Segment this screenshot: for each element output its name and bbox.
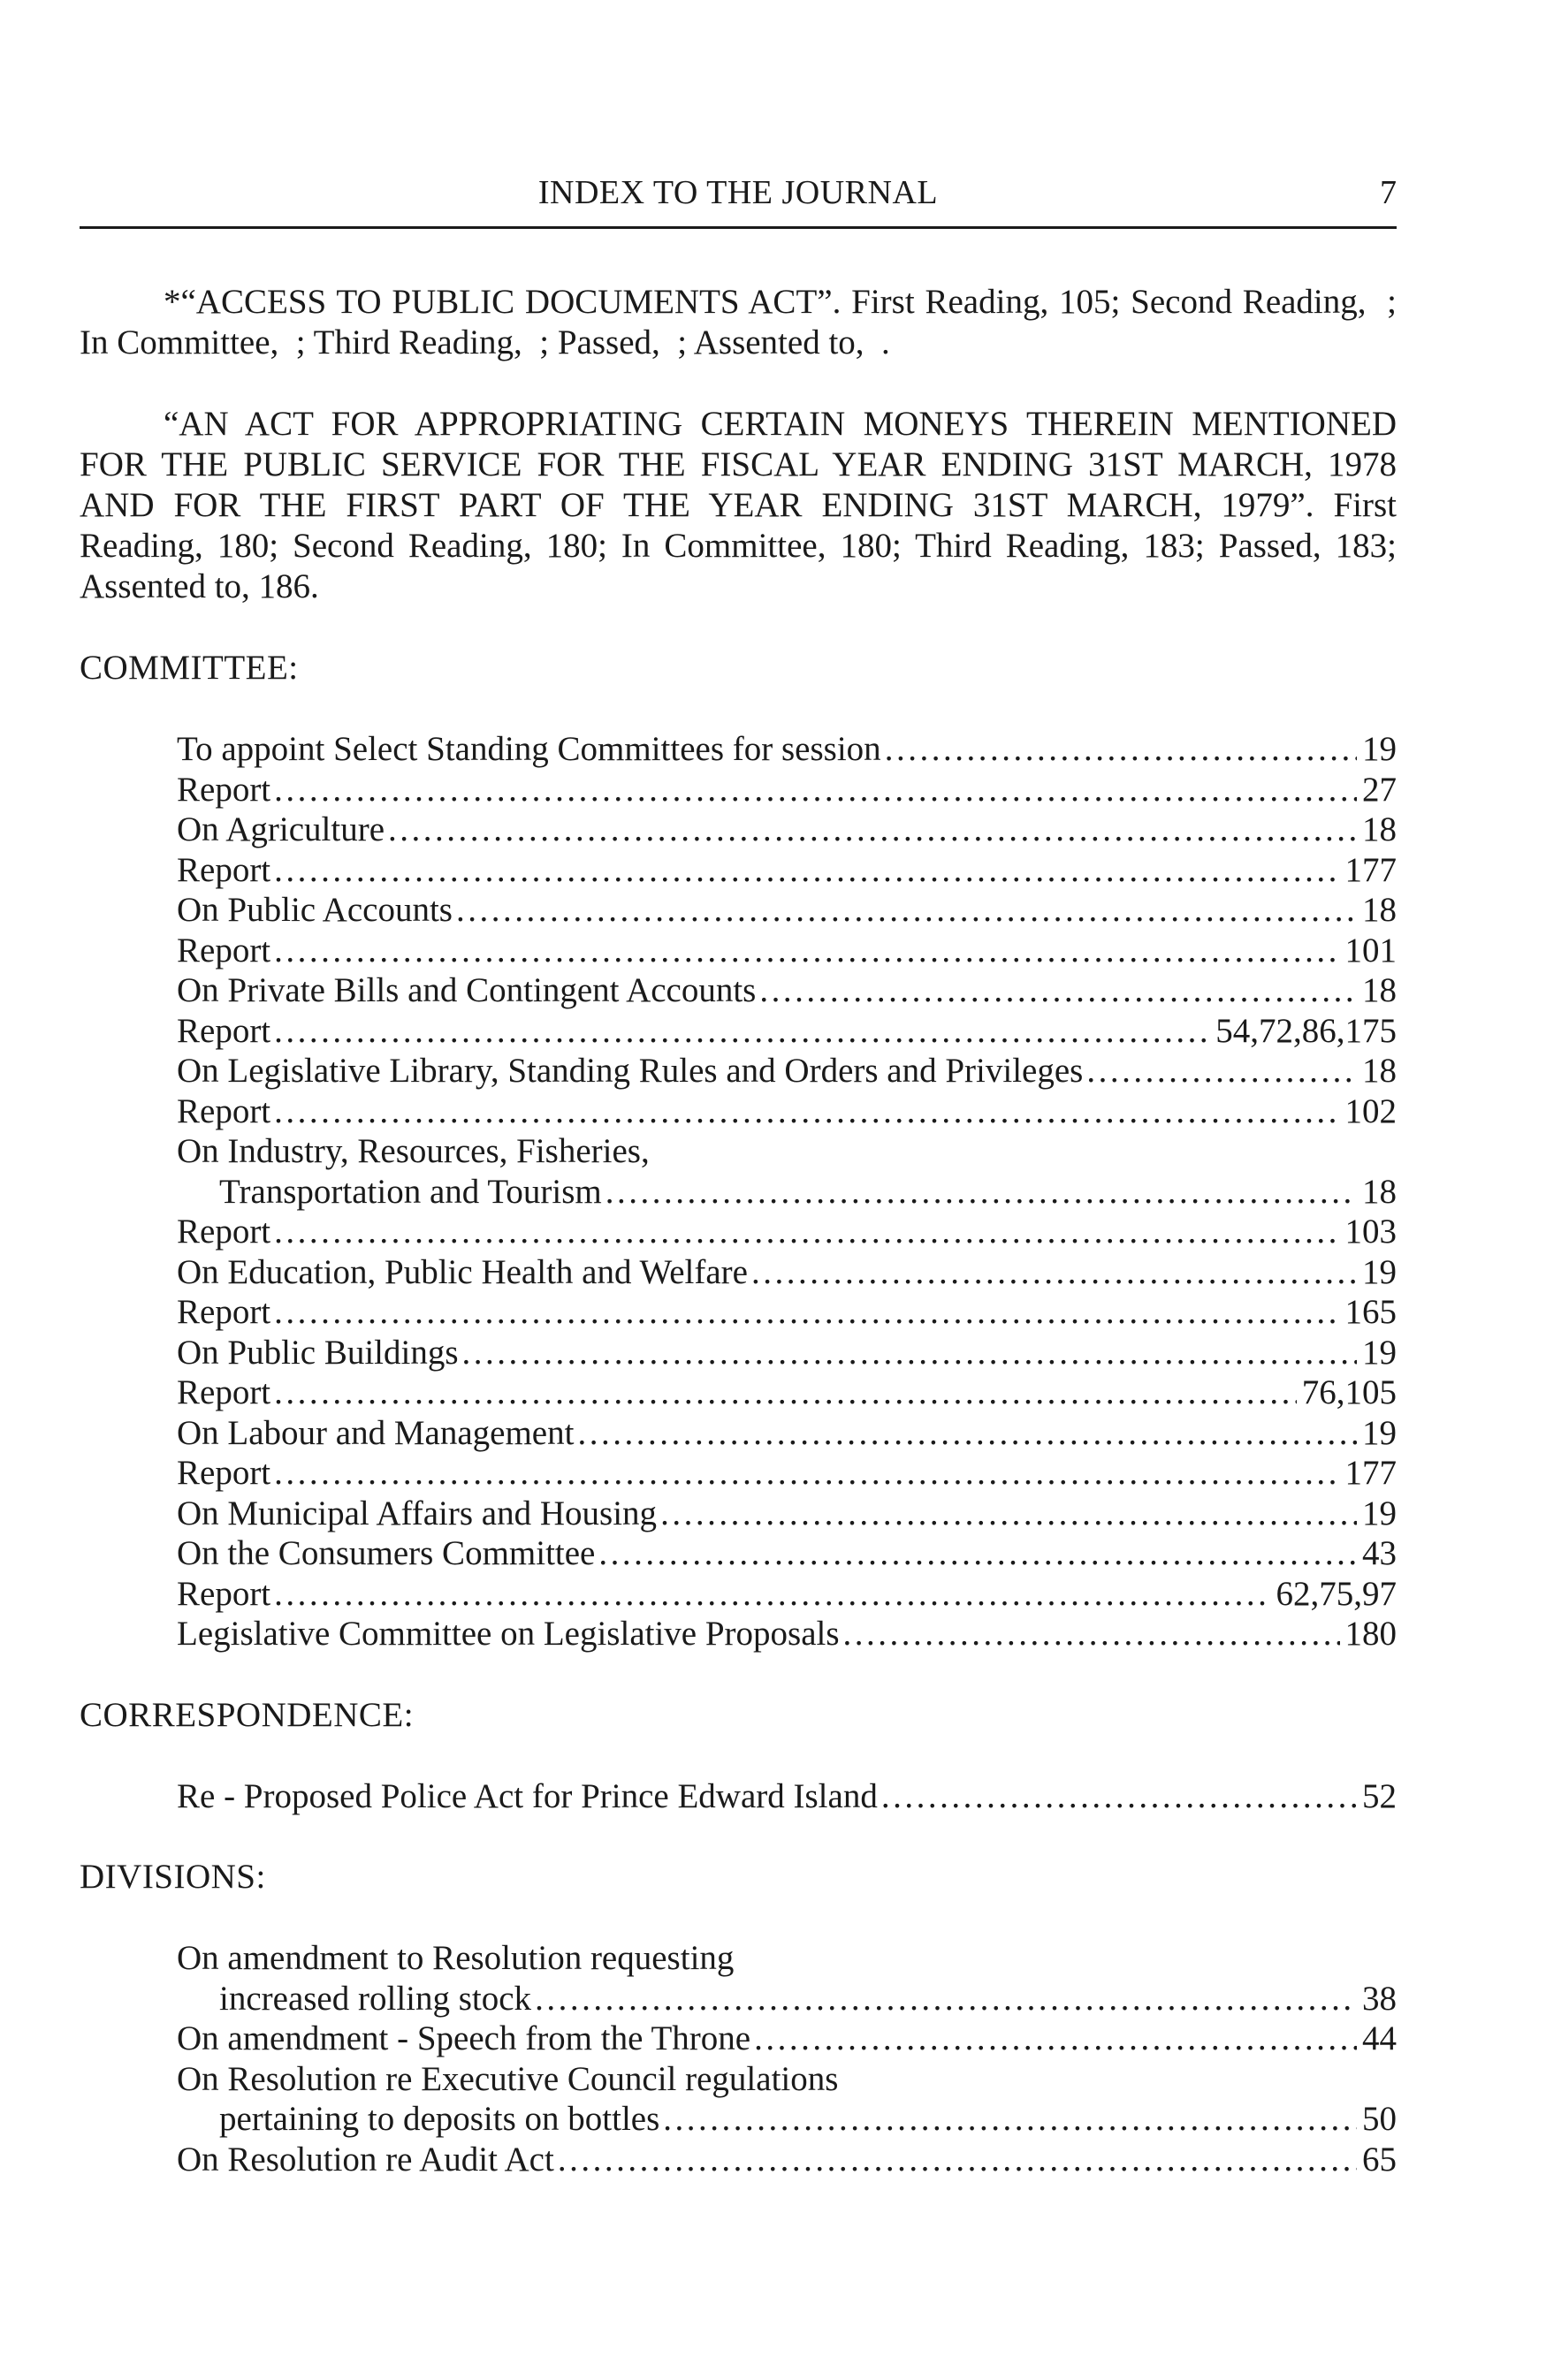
dot-leader (1086, 1051, 1357, 1091)
entry-label: Report (177, 1091, 271, 1130)
dot-leader (605, 1172, 1357, 1213)
entry-label: Report (177, 1213, 271, 1251)
index-entry (177, 931, 1397, 971)
entry-page: 76,105 (1301, 1373, 1397, 1411)
dot-leader (535, 1979, 1357, 2019)
entry-page: 101 (1344, 931, 1397, 969)
entry-label: On Public Accounts (177, 891, 453, 929)
entry-page: 103 (1344, 1213, 1397, 1251)
dot-leader (274, 1574, 1270, 1615)
entry-page: 180 (1344, 1615, 1397, 1653)
index-entry (177, 770, 1397, 810)
dot-leader (754, 2019, 1357, 2059)
index-entry (177, 1494, 1397, 1534)
dot-leader (456, 890, 1357, 931)
index-entry (177, 1776, 1397, 1817)
entry-page: 50 (1362, 2100, 1397, 2138)
entry-label: Transportation and Tourism (219, 1172, 602, 1211)
index-entry (177, 2019, 1397, 2059)
entry-page: 19 (1362, 730, 1397, 768)
entry-page: 18 (1362, 810, 1397, 848)
dot-leader (759, 970, 1357, 1011)
entry-page: 18 (1362, 1172, 1397, 1211)
entry-page: 165 (1344, 1293, 1397, 1331)
dot-leader (274, 1011, 1210, 1052)
entry-label: increased rolling stock (219, 1979, 532, 2018)
dot-leader (388, 810, 1357, 850)
divisions-heading: DIVISIONS: (80, 1858, 266, 1896)
entry-label: To appoint Select Standing Committees for session (177, 730, 881, 768)
entry-page: 18 (1362, 1052, 1397, 1090)
entry-page: 43 (1362, 1534, 1397, 1572)
index-entry (177, 1333, 1397, 1373)
index-entry (177, 1533, 1397, 1574)
index-entry (177, 1091, 1397, 1132)
page-title: INDEX TO THE JOURNAL (537, 174, 939, 211)
entry-label: Report (177, 1574, 271, 1613)
entry-page: 44 (1362, 2019, 1397, 2057)
dot-leader (274, 850, 1339, 891)
entry-label: On Resolution re Executive Council regulations (177, 2059, 839, 2098)
dot-leader (274, 1372, 1297, 1413)
dot-leader (274, 1212, 1339, 1252)
committee-entries (177, 729, 1397, 1654)
entry-label: On Private Bills and Contingent Accounts (177, 971, 757, 1009)
dot-leader (274, 1292, 1339, 1333)
entry-page: 177 (1344, 1454, 1397, 1492)
dot-leader (462, 1333, 1357, 1373)
index-entry (177, 1051, 1397, 1091)
dot-leader (843, 1614, 1340, 1654)
index-entry (177, 1252, 1397, 1293)
entry-page: 54,72,86,175 (1215, 1011, 1397, 1050)
entry-label: On the Consumers Committee (177, 1534, 596, 1572)
dot-leader (274, 1453, 1339, 1494)
entry-label: Report (177, 1293, 271, 1331)
index-entry (177, 2140, 1397, 2180)
dot-leader (558, 2140, 1357, 2180)
dot-leader (660, 1494, 1357, 1534)
index-entry (177, 729, 1397, 770)
entry-page: 19 (1362, 1252, 1397, 1291)
entry-label: On Public Buildings (177, 1333, 459, 1372)
dot-leader (274, 770, 1357, 810)
index-entry (177, 1453, 1397, 1494)
journal-index-page (80, 168, 1397, 2220)
entry-page: 27 (1362, 770, 1397, 809)
index-entry (177, 970, 1397, 1011)
entry-label: On amendment - Speech from the Throne (177, 2019, 751, 2057)
entry-page: 19 (1362, 1494, 1397, 1532)
appropriation-act-entry: “AN ACT FOR APPROPRIATING CERTAIN MONEYS THEREIN MENTIONED FOR THE PUBLIC SERVICE FOR THE FISCAL YEAR ENDING 31ST MARCH, 1978 AND FOR THE FIRST PART OF THE YEAR ENDING 31ST MARCH, 1979”. First Reading, 180; Second Reading, 180; In Committee, 180; Third Reading, 183; Passed, 183; Assented to, 186. (80, 405, 1397, 605)
index-entry (177, 1011, 1397, 1052)
dot-leader (274, 1091, 1339, 1132)
index-entry (177, 1212, 1397, 1252)
index-entry (177, 2059, 1397, 2100)
committee-heading: COMMITTEE: (80, 649, 299, 687)
entry-page: 19 (1362, 1413, 1397, 1452)
entry-label: On Municipal Affairs and Housing (177, 1494, 658, 1532)
entry-label: On Legislative Library, Standing Rules and Orders and Privileges (177, 1052, 1084, 1090)
entry-page: 65 (1362, 2140, 1397, 2178)
entry-label: Report (177, 1454, 271, 1492)
entry-page: 52 (1362, 1776, 1397, 1815)
index-entry (177, 890, 1397, 931)
entry-page: 102 (1344, 1091, 1397, 1130)
access-to-public-documents-entry: *“ACCESS TO PUBLIC DOCUMENTS ACT”. First Reading, 105; Second Reading, ; In Committee, ; Third Reading, ; Passed, ; Assented to, . (80, 283, 1397, 361)
index-entry (177, 1413, 1397, 1454)
index-entry (177, 1292, 1397, 1333)
index-entry (177, 810, 1397, 850)
entry-page: 177 (1344, 850, 1397, 889)
dot-leader (577, 1413, 1357, 1454)
entry-label: Report (177, 1373, 271, 1411)
index-entry (177, 1574, 1397, 1615)
running-head (80, 168, 1397, 217)
entry-page: 62,75,97 (1276, 1574, 1397, 1613)
index-entry (177, 2099, 1397, 2140)
divisions-entries (177, 1938, 1397, 2179)
dot-leader (885, 729, 1357, 770)
entry-page: 38 (1362, 1979, 1397, 2018)
entry-label: On Industry, Resources, Fisheries, (177, 1132, 650, 1170)
entry-label: On Agriculture (177, 810, 385, 848)
header-rule (80, 226, 1397, 229)
index-entry (177, 1614, 1397, 1654)
index-entry (177, 1979, 1397, 2019)
entry-label: On amendment to Resolution requesting (177, 1939, 735, 1977)
entry-page: 18 (1362, 891, 1397, 929)
index-entry (177, 1172, 1397, 1213)
dot-leader (663, 2099, 1357, 2140)
entry-label: Legislative Committee on Legislative Proposals (177, 1615, 840, 1653)
entry-label: On Education, Public Health and Welfare (177, 1252, 748, 1291)
entry-label: pertaining to deposits on bottles (219, 2100, 660, 2138)
page-number: 7 (1380, 174, 1397, 211)
index-entry (177, 1938, 1397, 1979)
entry-label: Report (177, 1011, 271, 1050)
entry-label: Re - Proposed Police Act for Prince Edward Island (177, 1776, 878, 1815)
entry-label: Report (177, 931, 271, 969)
index-entry (177, 850, 1397, 891)
dot-leader (598, 1533, 1357, 1574)
entry-label: Report (177, 850, 271, 889)
dot-leader (274, 931, 1339, 971)
entry-label: On Labour and Management (177, 1413, 575, 1452)
entry-page: 18 (1362, 971, 1397, 1009)
correspondence-entries (177, 1776, 1397, 1817)
entry-label: Report (177, 770, 271, 809)
dot-leader (751, 1252, 1357, 1293)
index-entry (177, 1372, 1397, 1413)
entry-label: On Resolution re Audit Act (177, 2140, 554, 2178)
correspondence-heading: CORRESPONDENCE: (80, 1695, 415, 1734)
dot-leader (881, 1776, 1357, 1817)
index-entry (177, 1131, 1397, 1172)
entry-page: 19 (1362, 1333, 1397, 1372)
